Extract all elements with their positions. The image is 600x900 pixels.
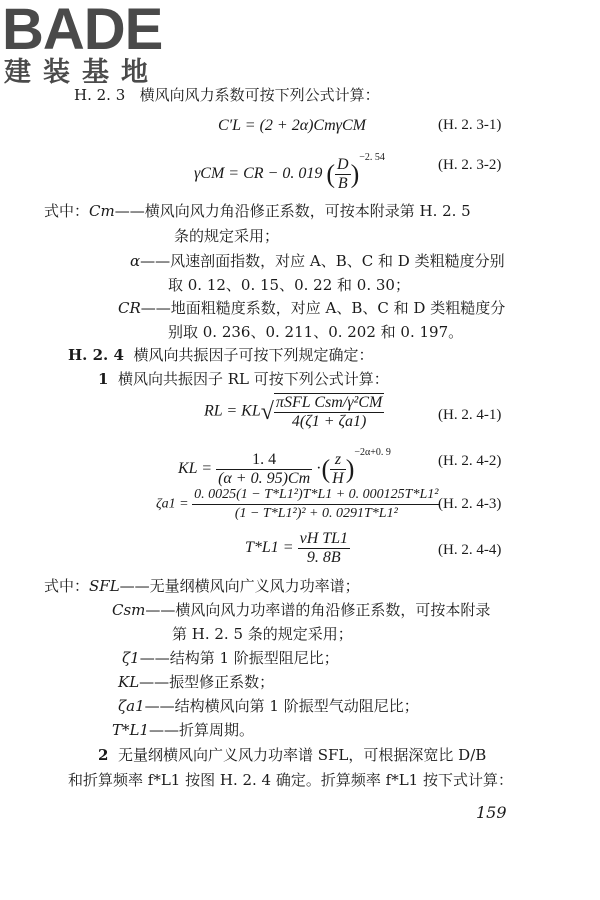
logo-wordmark: BADE bbox=[2, 0, 163, 62]
where-tl1: T*L1——折算周期。 bbox=[112, 721, 255, 739]
equation-h23-1: C′L = (2 + 2α)CmγCM bbox=[218, 117, 366, 134]
where-sfl: 式中：SFL——无量纲横风向广义风力功率谱； bbox=[44, 577, 360, 595]
section-title: 横风向风力系数可按下列公式计算： bbox=[139, 86, 380, 104]
equation-tag: (H. 2. 3-1) bbox=[438, 117, 502, 133]
item-2-cont: 和折算频率 f*L1 按图 H. 2. 4 确定。折算频率 f*L1 按下式计算： bbox=[68, 771, 513, 789]
where-cm-cont: 条的规定采用； bbox=[174, 227, 280, 245]
logo-subtitle: 建装基地 bbox=[4, 57, 160, 88]
where-alpha-cont: 取 0. 12、0. 15、0. 22 和 0. 30； bbox=[168, 276, 410, 294]
equation-tag: (H. 2. 3-2) bbox=[438, 157, 502, 173]
section-h24-heading: H. 2. 4 横风向共振因子可按下列规定确定： bbox=[68, 346, 374, 364]
equation-tag: (H. 2. 4-3) bbox=[438, 496, 502, 512]
where-csm-cont: 第 H. 2. 5 条的规定采用； bbox=[172, 625, 353, 643]
where-zeta-a1: ζa1——结构横风向第 1 阶振型气动阻尼比； bbox=[118, 697, 419, 715]
equation-h24-2: KL = $\frac{1. 4}{(\alpha + 0. 95)Cm}$ ·( $\frac{z}{H}$ )$^{-2\alpha+0. 9}$ bbox=[178, 447, 391, 487]
equation-h24-3: ζa1 = $\frac{\text{0. 0025(1 − T*L1²)T*L1 + 0. 000125T*L1²}}{\text{(1 − T*L1²)² + 0. 0291T*L1²}}$ bbox=[156, 487, 439, 521]
equation-h23-2: γCM = CR − 0. 019 ( $\frac{D}{B}$ )$^{-2. 54}$ bbox=[194, 152, 385, 192]
section-number: H. 2. 3 bbox=[74, 86, 126, 104]
equation-h24-4: T*L1 = $\frac{\text{vH TL1}}{9. 8B}$ bbox=[245, 530, 349, 566]
where-csm: Csm——横风向风力功率谱的角沿修正系数，可按本附录 bbox=[112, 601, 491, 619]
where-zeta1: ζ1——结构第 1 阶振型阻尼比； bbox=[122, 649, 339, 667]
where-cr: CR——地面粗糙度系数，对应 A、B、C 和 D 类粗糙度分 bbox=[118, 299, 506, 317]
section-h23-heading bbox=[74, 85, 380, 105]
item-2: 2 无量纲横风向广义风力功率谱 SFL，可根据深宽比 D/B bbox=[98, 746, 487, 764]
equation-tag: (H. 2. 4-4) bbox=[438, 542, 502, 558]
item-1: 1 横风向共振因子 RL 可按下列公式计算： bbox=[98, 370, 389, 388]
where-cm: 式中：Cm——横风向风力角沿修正系数，可按本附录第 H. 2. 5 bbox=[44, 202, 471, 220]
where-kl: KL——振型修正系数； bbox=[118, 673, 275, 691]
equation-tag: (H. 2. 4-1) bbox=[438, 407, 502, 423]
where-alpha: α——风速剖面指数，对应 A、B、C 和 D 类粗糙度分别 bbox=[130, 252, 505, 270]
page-number: 159 bbox=[476, 803, 507, 822]
equation-tag: (H. 2. 4-2) bbox=[438, 453, 502, 469]
where-cr-cont: 别取 0. 236、0. 211、0. 202 和 0. 197。 bbox=[168, 323, 464, 341]
equation-h24-1: RL = KL√ $\frac{\text{πSFL Csm/γ²CM}}{4(\zeta 1 + \zeta a1)}$ bbox=[204, 394, 383, 430]
